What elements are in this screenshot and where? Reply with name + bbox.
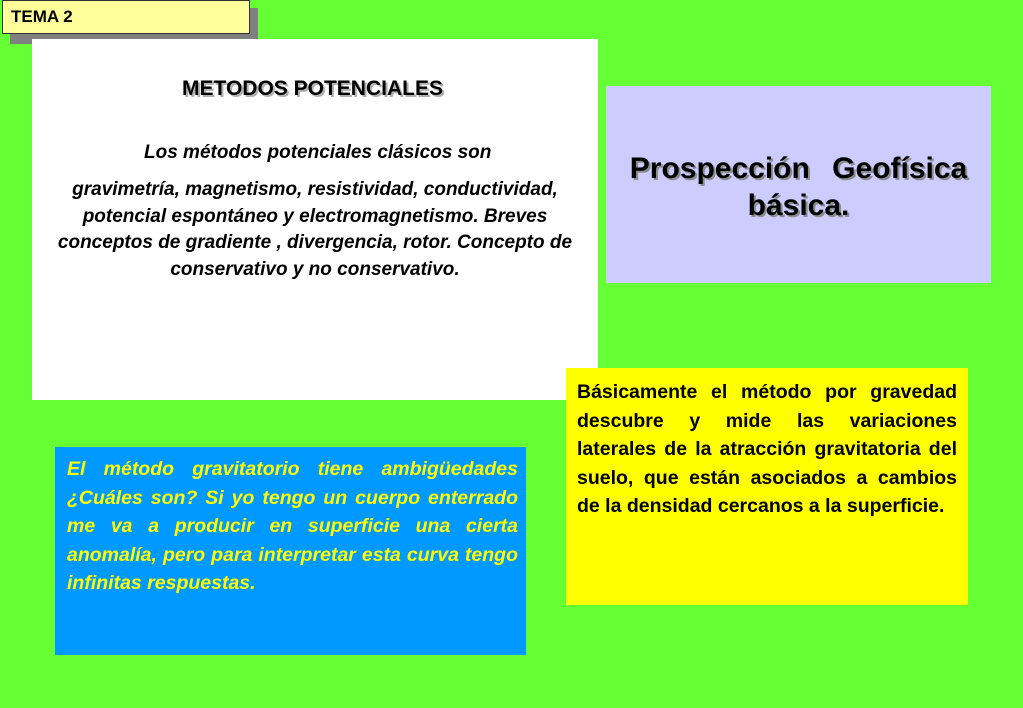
course-title: Prospección Geofísica básica.	[629, 152, 968, 222]
ambiguity-box	[55, 447, 526, 655]
method-description-box	[566, 368, 968, 605]
method-description-text: Básicamente el método por gravedad descubre y mide las variaciones laterales de la atracción gravitatoria del suelo, que están asociados a cambios de la densidad cercanos a la superficie.	[577, 381, 957, 517]
ambiguity-text: El método gravitatorio tiene ambigüedades ¿Cuáles son? Si yo tengo un cuerpo enterrado me va a producir en superficie una cierta anomalía, pero para interpretar esta curva tengo infinitas respuestas.	[67, 458, 518, 594]
topic-tag	[2, 0, 250, 34]
intro-title: METODOS POTENCIALES	[182, 77, 443, 100]
intro-body: gravimetría, magnetismo, resistividad, conductividad, potencial espontáneo y electromagnetismo. Breves conceptos de gradiente , divergencia, rotor. Concepto de conservativo y no conservativo.	[57, 179, 573, 280]
topic-tag-label: TEMA 2	[11, 7, 73, 26]
course-title-box	[606, 86, 991, 283]
intro-first-line: Los métodos potenciales clásicos son	[144, 142, 492, 163]
intro-box	[32, 39, 598, 400]
